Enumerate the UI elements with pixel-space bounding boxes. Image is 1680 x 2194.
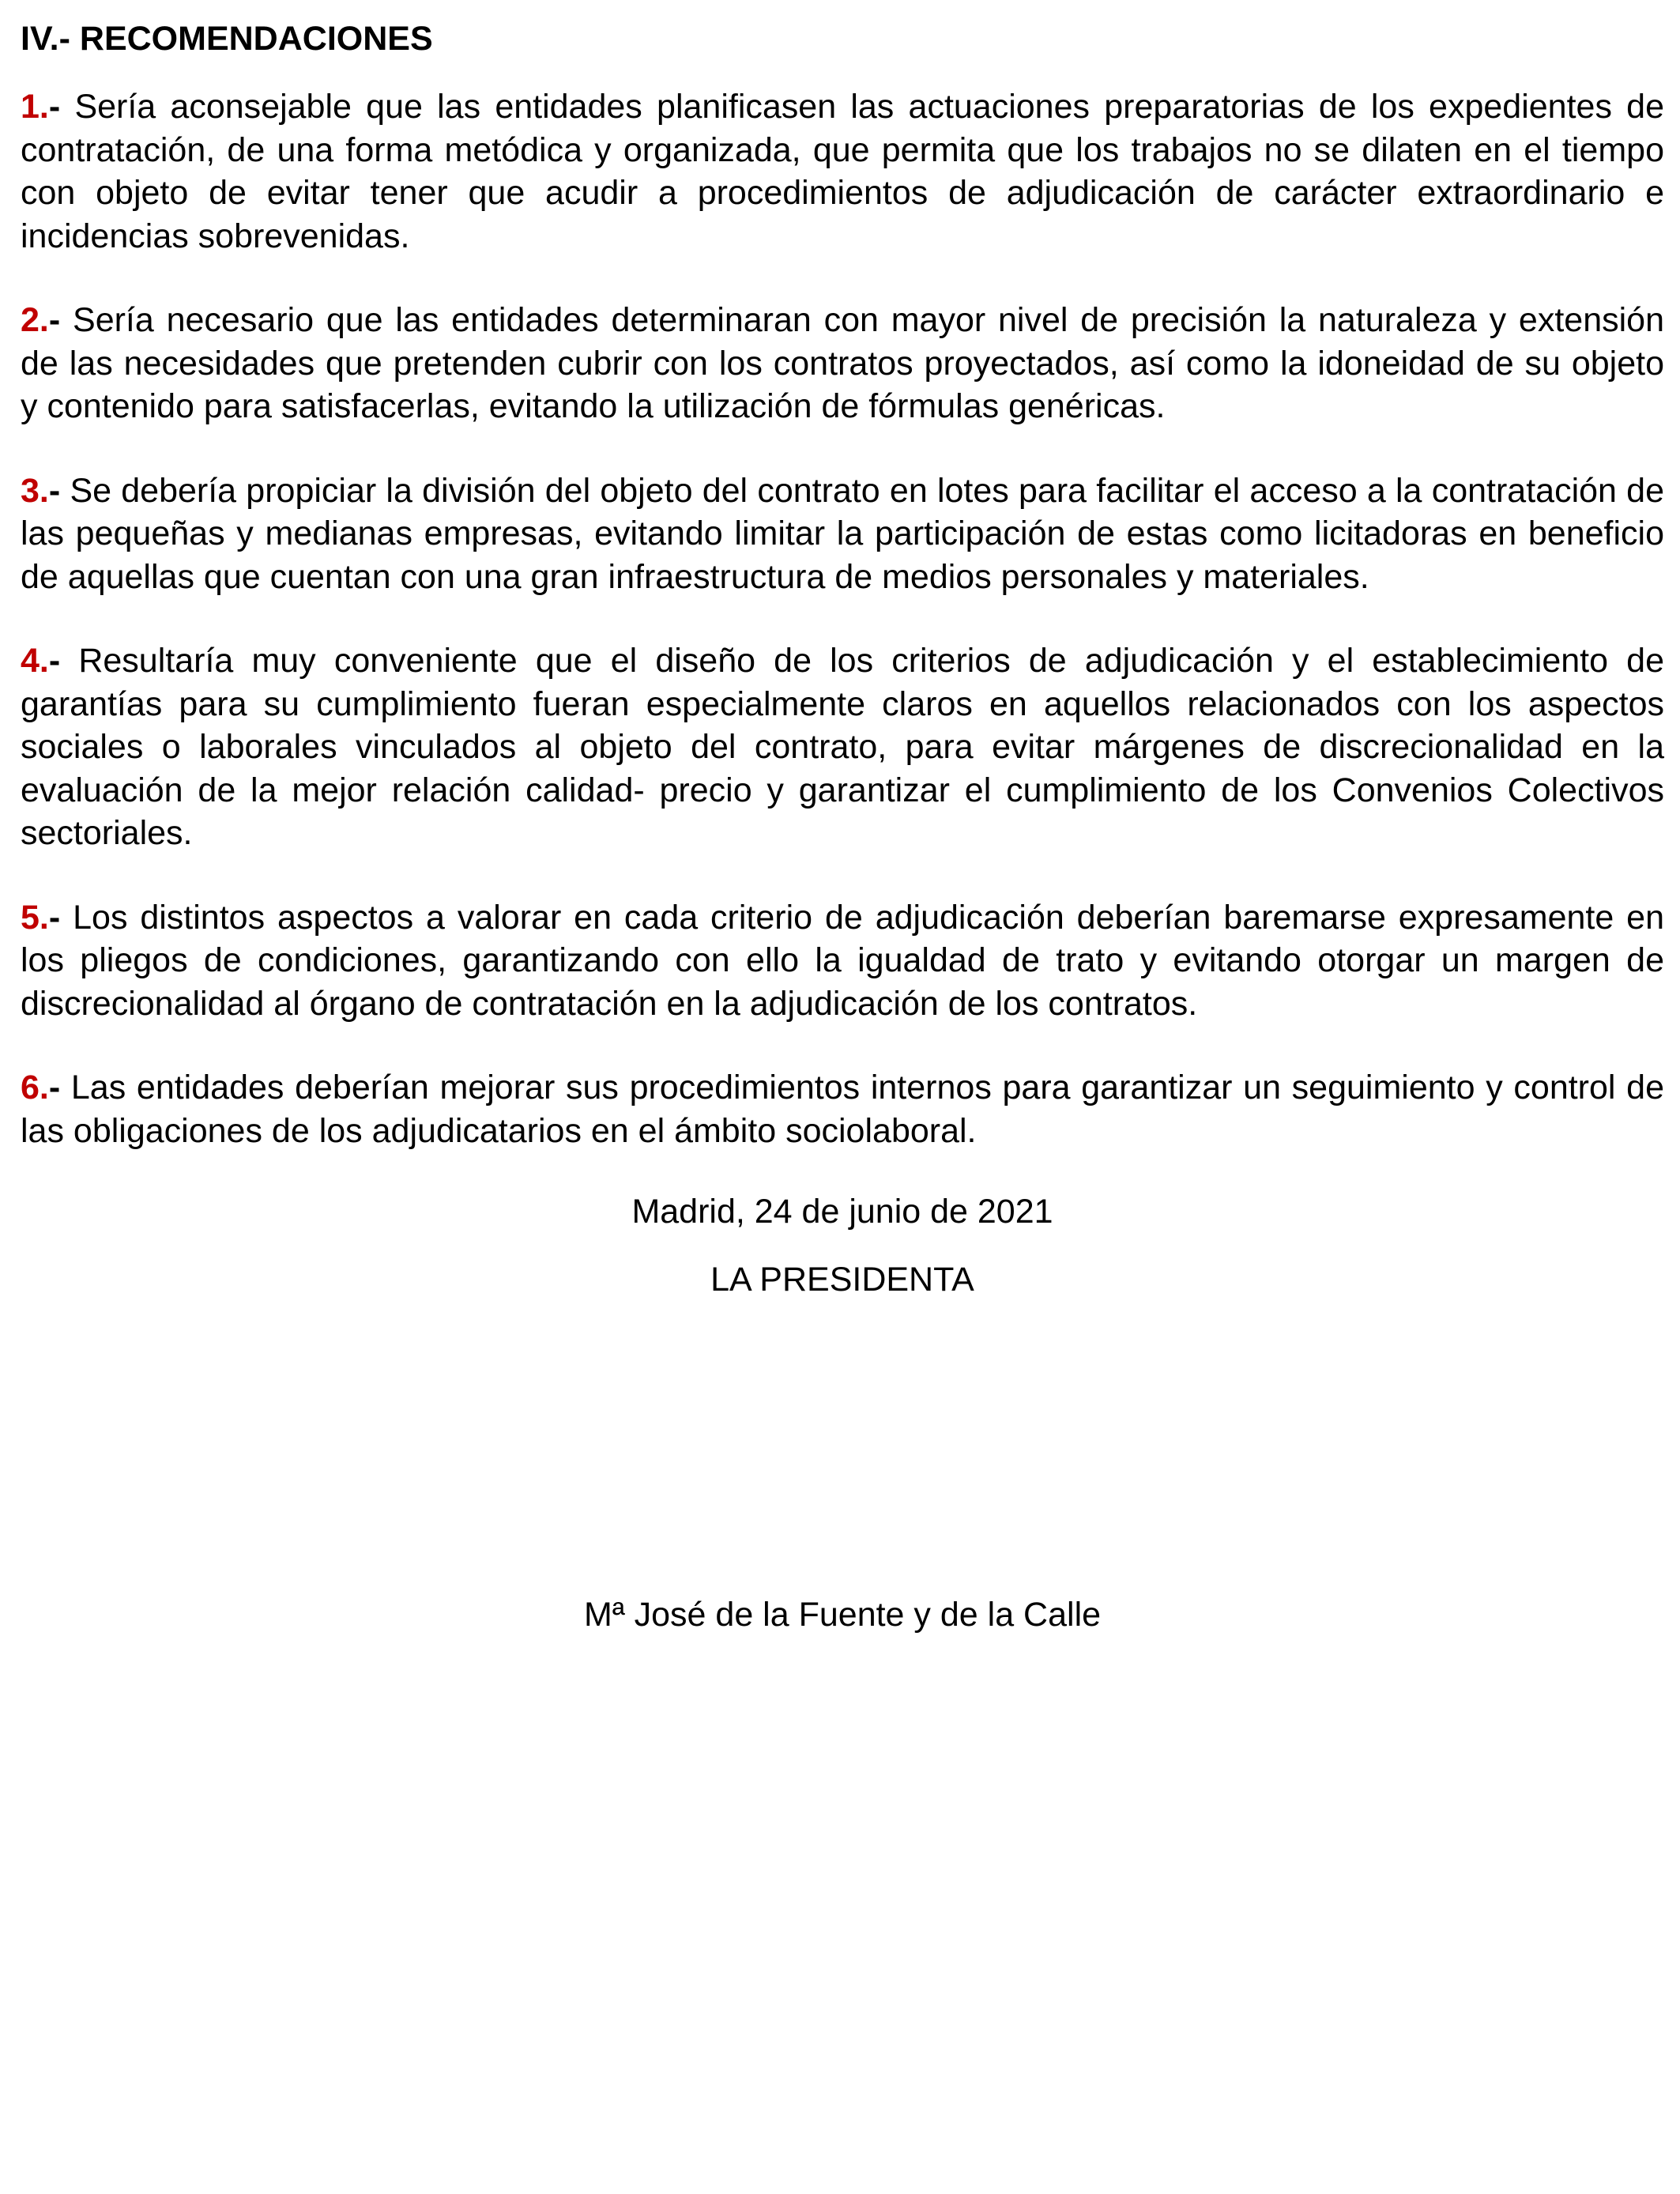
recommendation-5 (21, 896, 1664, 1026)
recommendation-6 (21, 1066, 1664, 1152)
recommendation-text: Sería necesario que las entidades determinaran con mayor nivel de precisión la naturaleza y extensión de las necesidades que pretenden cubrir con los contratos proyectados, así como la idoneidad de su objeto y contenido para satisfacerlas, evitando la utilización de fórmulas genéricas. (21, 301, 1665, 425)
recommendation-number: 1.- (21, 88, 61, 126)
recommendation-text: Sería aconsejable que las entidades planificasen las actuaciones preparatorias de los expedientes de contratación, de una forma metódica y organizada, que permita que los trabajos no se dilaten en el tiempo con objeto de evitar tener que acudir a procedimientos de adjudicación de carácter extraordinario e incidencias sobrevenidas. (21, 88, 1665, 255)
recommendation-2 (21, 299, 1664, 428)
date-line: Madrid, 24 de junio de 2021 (631, 1193, 1053, 1231)
recommendation-number: 2.- (21, 301, 61, 339)
recommendation-number: 5.- (21, 898, 61, 937)
recommendation-3 (21, 469, 1664, 599)
signatory-name: Mª José de la Fuente y de la Calle (583, 1596, 1102, 1634)
recommendation-text: Se debería propiciar la división del objeto del contrato en lotes para facilitar el acceso a la contratación de las pequeñas y medianas empresas, evitando limitar la participación de estas como licitadoras en beneficio de aquellas que cuentan con una gran infraestructura de medios personales y materiales. (21, 471, 1664, 596)
signature-space (21, 1301, 1664, 1593)
recommendation-4 (21, 639, 1664, 855)
document-page (21, 17, 1664, 1636)
recommendation-number: 4.- (21, 642, 61, 680)
section-heading: IV.- RECOMENDACIONES (21, 20, 433, 58)
recommendation-text: Los distintos aspectos a valorar en cada criterio de adjudicación deberían baremarse expresamente en los pliegos de condiciones, garantizando con ello la igualdad de trato y evitando otorgar un margen de discrecionalidad al órgano de contratación en la adjudicación de los contratos. (21, 898, 1664, 1023)
recommendation-1 (21, 85, 1664, 258)
recommendation-number: 6.- (21, 1069, 61, 1106)
recommendation-text: Las entidades deberían mejorar sus procedimientos internos para garantizar un seguimiento y control de las obligaciones de los adjudicatarios en el ámbito sociolaboral. (21, 1069, 1664, 1150)
signatory-role: LA PRESIDENTA (710, 1261, 974, 1299)
recommendation-number: 3.- (21, 471, 61, 510)
recommendation-text: Resultaría muy conveniente que el diseño de los criterios de adjudicación y el establecimiento de garantías para su cumplimiento fueran especialmente claros en aquellos relacionados con los aspectos sociales o laborales vinculados al objeto del contrato, para evitar márgenes de discrecionalidad en la evaluación de la mejor relación calidad- precio y garantizar el cumplimiento de los Convenios Colectivos sectoriales. (21, 642, 1664, 852)
